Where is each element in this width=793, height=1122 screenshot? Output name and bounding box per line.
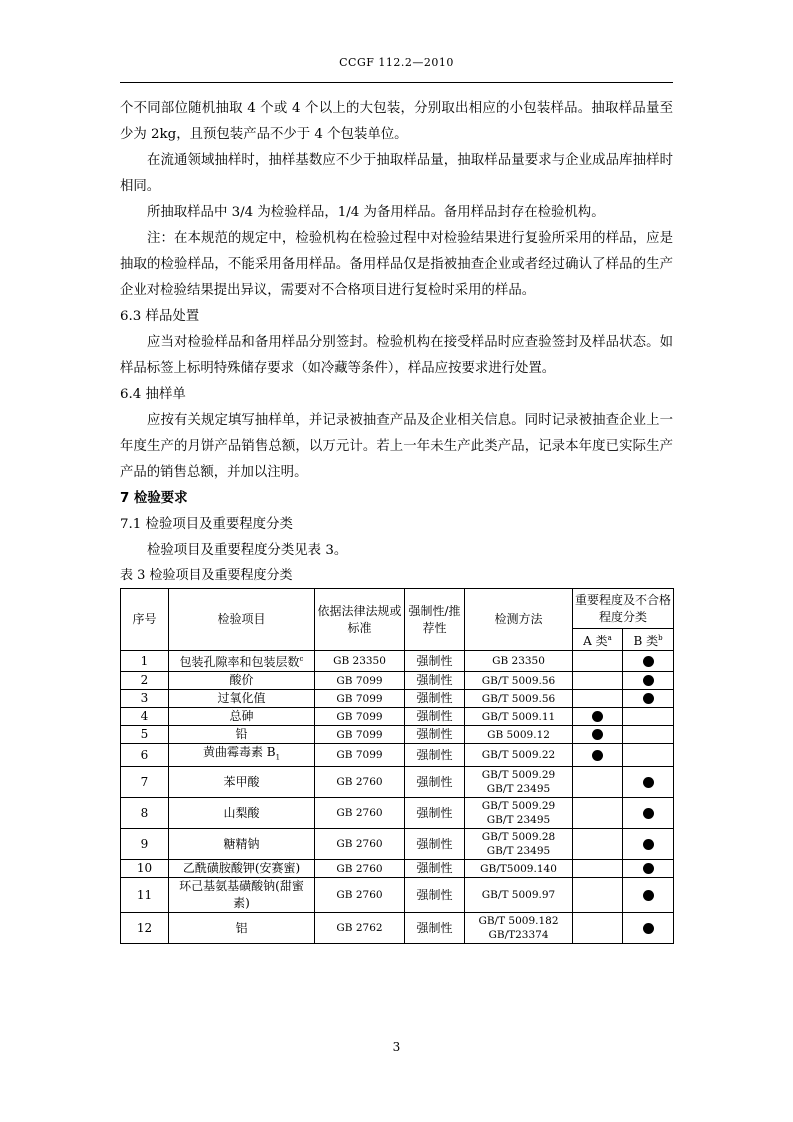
cell-basis: GB 7099 <box>315 744 405 767</box>
cell-item: 包装孔隙率和包装层数$^c$ <box>169 651 315 672</box>
paragraph-sampling-form: 应按有关规定填写抽样单，并记录被抽查产品及企业相关信息。同时记录被抽查企业上一年度生产的月饼产品销售总额，以万元计。若上一年未生产此类产品，记录本年度已实际生产产品的销售总额，并加以注明。 <box>120 413 673 480</box>
table-row <box>121 913 674 944</box>
cell-class-b <box>623 690 674 708</box>
cell-item: 山梨酸 <box>169 798 315 829</box>
table-row <box>121 767 674 798</box>
cell-item: 苯甲酸 <box>169 767 315 798</box>
table-caption: 表 3 检验项目及重要程度分类 <box>120 568 293 583</box>
filled-circle-icon <box>643 808 654 819</box>
header-class-a: A 类$^a$ <box>573 629 623 651</box>
cell-class-b <box>623 860 674 878</box>
cell-class-b <box>623 708 674 726</box>
table-row <box>121 860 674 878</box>
cell-no: 3 <box>121 690 169 708</box>
cell-method: GB/T 5009.29 GB/T 23495 <box>465 798 573 829</box>
cell-class-a <box>573 708 623 726</box>
cell-method: GB/T 5009.97 <box>465 878 573 913</box>
paragraph-circulation-sampling: 在流通领域抽样时，抽样基数应不少于抽取样品量，抽取样品量要求与企业成品库抽样时相同。 <box>120 153 673 194</box>
filled-circle-icon <box>643 890 654 901</box>
cell-basis: GB 2760 <box>315 878 405 913</box>
table-row <box>121 690 674 708</box>
cell-no: 11 <box>121 878 169 913</box>
table-row <box>121 744 674 767</box>
cell-mandatory: 强制性 <box>405 798 465 829</box>
cell-method: GB/T 5009.56 <box>465 672 573 690</box>
cell-no: 10 <box>121 860 169 878</box>
cell-method: GB/T 5009.11 <box>465 708 573 726</box>
cell-basis: GB 2760 <box>315 829 405 860</box>
cell-class-a <box>573 860 623 878</box>
cell-class-a <box>573 651 623 672</box>
cell-mandatory: 强制性 <box>405 744 465 767</box>
header-method: 检测方法 <box>465 589 573 651</box>
cell-item: 酸价 <box>169 672 315 690</box>
cell-class-a <box>573 829 623 860</box>
paragraph-sampling-method: 个不同部位随机抽取 4 个或 4 个以上的大包装，分别取出相应的小包装样品。抽取样品量至少为 2kg，且预包装产品不少于 4 个包装单位。 <box>120 101 673 142</box>
cell-class-b <box>623 651 674 672</box>
cell-basis: GB 23350 <box>315 651 405 672</box>
cell-class-b <box>623 726 674 744</box>
paragraph-table-ref: 检验项目及重要程度分类见表 3。 <box>147 543 348 558</box>
cell-class-b <box>623 798 674 829</box>
filled-circle-icon <box>592 750 603 761</box>
cell-class-b <box>623 767 674 798</box>
header-importance: 重要程度及不合格程度分类 <box>573 589 674 629</box>
cell-class-a <box>573 744 623 767</box>
filled-circle-icon <box>592 729 603 740</box>
cell-mandatory: 强制性 <box>405 726 465 744</box>
filled-circle-icon <box>643 675 654 686</box>
paragraph-note: 注：在本规范的规定中，检验机构在检验过程中对检验结果进行复验所采用的样品，应是抽取的检验样品，不能采用备用样品。备用样品仅是指被抽查企业或者经过确认了样品的生产企业对检验结果提出异议，需要对不合格项目进行复检时采用的样品。 <box>120 231 673 298</box>
cell-class-b <box>623 878 674 913</box>
filled-circle-icon <box>643 863 654 874</box>
heading-6-4: 6.4 抽样单 <box>120 387 186 402</box>
paragraph-sample-split: 所抽取样品中 3/4 为检验样品，1/4 为备用样品。备用样品封存在检验机构。 <box>147 205 605 220</box>
cell-basis: GB 7099 <box>315 726 405 744</box>
cell-item: 糖精钠 <box>169 829 315 860</box>
cell-basis: GB 2762 <box>315 913 405 944</box>
table-row <box>121 878 674 913</box>
cell-class-b <box>623 913 674 944</box>
filled-circle-icon <box>643 839 654 850</box>
cell-no: 1 <box>121 651 169 672</box>
cell-class-a <box>573 726 623 744</box>
inspection-items-table <box>120 588 674 944</box>
cell-class-a <box>573 798 623 829</box>
cell-mandatory: 强制性 <box>405 878 465 913</box>
header-no: 序号 <box>121 589 169 651</box>
cell-class-a <box>573 913 623 944</box>
cell-class-b <box>623 829 674 860</box>
table-row <box>121 708 674 726</box>
cell-item: 环己基氨基磺酸钠(甜蜜 素) <box>169 878 315 913</box>
cell-item: 黄曲霉毒素 $B_1$ <box>169 744 315 767</box>
table-row <box>121 726 674 744</box>
cell-method: GB/T 5009.182 GB/T23374 <box>465 913 573 944</box>
paragraph-sample-disposal: 应当对检验样品和备用样品分别签封。检验机构在接受样品时应查验签封及样品状态。如样品标签上标明特殊储存要求（如冷藏等条件），样品应按要求进行处置。 <box>120 335 673 376</box>
cell-mandatory: 强制性 <box>405 651 465 672</box>
header-item: 检验项目 <box>169 589 315 651</box>
cell-no: 5 <box>121 726 169 744</box>
cell-item: 乙酰磺胺酸钾(安赛蜜) <box>169 860 315 878</box>
cell-mandatory: 强制性 <box>405 767 465 798</box>
cell-method: GB/T 5009.22 <box>465 744 573 767</box>
cell-method: GB/T 5009.29 GB/T 23495 <box>465 767 573 798</box>
cell-item: 过氧化值 <box>169 690 315 708</box>
table-row <box>121 798 674 829</box>
filled-circle-icon <box>643 923 654 934</box>
cell-basis: GB 7099 <box>315 672 405 690</box>
table-row <box>121 651 674 672</box>
cell-mandatory: 强制性 <box>405 672 465 690</box>
cell-method: GB/T 5009.28 GB/T 23495 <box>465 829 573 860</box>
filled-circle-icon <box>592 711 603 722</box>
heading-7-1: 7.1 检验项目及重要程度分类 <box>120 517 293 532</box>
heading-7: 7 检验要求 <box>120 491 188 506</box>
cell-basis: GB 2760 <box>315 860 405 878</box>
cell-mandatory: 强制性 <box>405 860 465 878</box>
cell-item: 总砷 <box>169 708 315 726</box>
table-row <box>121 672 674 690</box>
cell-no: 6 <box>121 744 169 767</box>
header-mandatory: 强制性/推荐性 <box>405 589 465 651</box>
cell-no: 7 <box>121 767 169 798</box>
cell-no: 2 <box>121 672 169 690</box>
cell-class-b <box>623 672 674 690</box>
cell-method: GB 23350 <box>465 651 573 672</box>
cell-method: GB/T5009.140 <box>465 860 573 878</box>
table-row <box>121 829 674 860</box>
cell-no: 12 <box>121 913 169 944</box>
header-divider <box>120 82 673 83</box>
cell-basis: GB 2760 <box>315 767 405 798</box>
page-number: 3 <box>392 1040 401 1054</box>
cell-class-a <box>573 878 623 913</box>
cell-no: 8 <box>121 798 169 829</box>
document-body <box>120 96 673 944</box>
filled-circle-icon <box>643 693 654 704</box>
cell-class-a <box>573 672 623 690</box>
document-header-code: CCGF 112.2—2010 <box>339 56 454 69</box>
heading-6-3: 6.3 样品处置 <box>120 309 200 324</box>
cell-no: 4 <box>121 708 169 726</box>
header-basis: 依据法律法规或标准 <box>315 589 405 651</box>
cell-mandatory: 强制性 <box>405 690 465 708</box>
cell-mandatory: 强制性 <box>405 708 465 726</box>
cell-item: 铝 <box>169 913 315 944</box>
cell-no: 9 <box>121 829 169 860</box>
filled-circle-icon <box>643 656 654 667</box>
cell-mandatory: 强制性 <box>405 829 465 860</box>
cell-method: GB 5009.12 <box>465 726 573 744</box>
cell-class-a <box>573 767 623 798</box>
cell-class-b <box>623 744 674 767</box>
cell-mandatory: 强制性 <box>405 913 465 944</box>
filled-circle-icon <box>643 777 654 788</box>
cell-basis: GB 7099 <box>315 690 405 708</box>
cell-item: 铅 <box>169 726 315 744</box>
header-class-b: B 类$^b$ <box>623 629 674 651</box>
cell-basis: GB 2760 <box>315 798 405 829</box>
cell-method: GB/T 5009.56 <box>465 690 573 708</box>
cell-basis: GB 7099 <box>315 708 405 726</box>
cell-class-a <box>573 690 623 708</box>
